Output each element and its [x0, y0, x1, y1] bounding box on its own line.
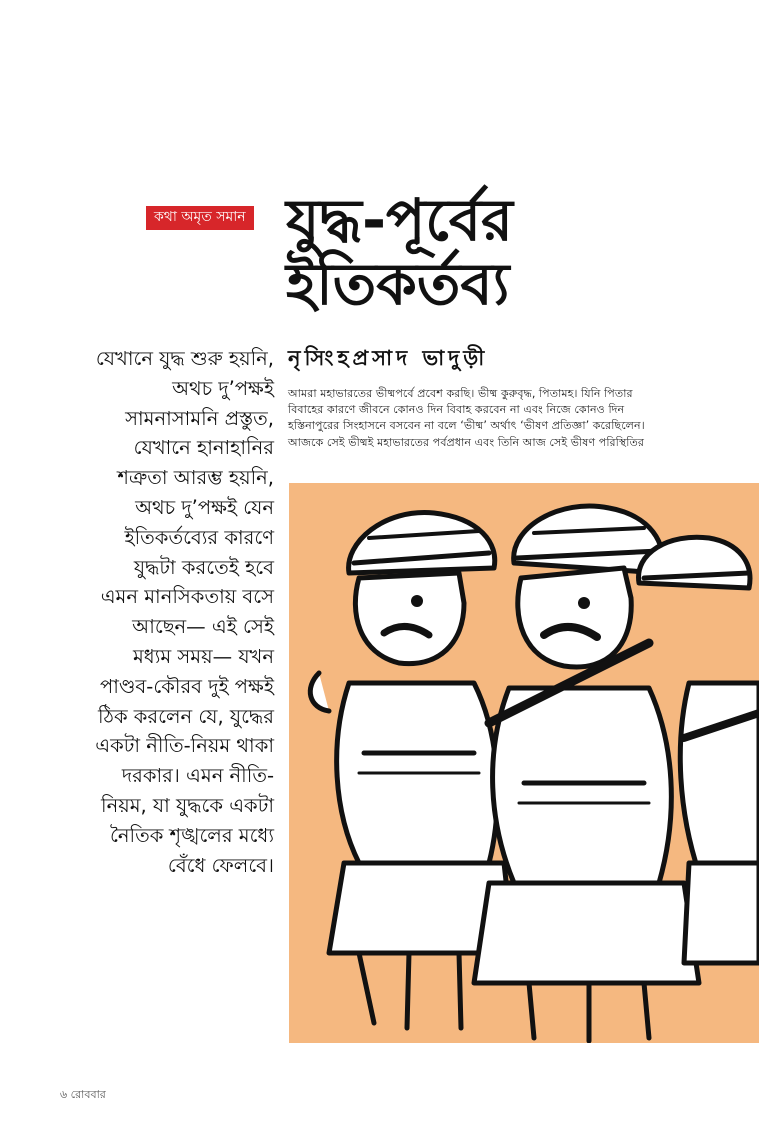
intro-paragraph: [288, 386, 708, 451]
pullquote-line: এমন মানসিকতায় বসে: [100, 585, 274, 609]
section-tag: কথা অমৃত সমান: [146, 206, 254, 230]
article-title: [286, 188, 756, 316]
intro-line: হস্তিনাপুরের সিংহাসনে বসবেন না বলে ‘ভীষ্ম’ অর্থাৎ ‘ভীষণ প্রতিজ্ঞা’ করেছিলেন।: [288, 419, 645, 433]
pullquote-line: মধ্যম সময়— যখন: [132, 644, 274, 668]
pullquote-line: নৈতিক শৃঙ্খলের মধ্যে: [109, 823, 274, 847]
pullquote-line: ইতিকর্তব্যের কারণে: [124, 525, 274, 549]
pullquote-line: নিয়ম, যা যুদ্ধকে একটা: [101, 793, 274, 817]
pull-quote: [60, 344, 274, 880]
author-byline: নৃসিংহপ্রসাদ ভাদুড়ী: [288, 346, 489, 370]
title-line-2: ইতিকর্তব্য: [286, 250, 510, 318]
pullquote-line: একটা নীতি-নিয়ম থাকা: [95, 734, 274, 758]
pullquote-line: অথচ দু’পক্ষই: [172, 376, 274, 400]
pullquote-line: যুদ্ধটা করতেই হবে: [133, 555, 274, 579]
pullquote-line: শত্রুতা আরম্ভ হয়নি,: [117, 466, 274, 490]
pullquote-line: বেঁধে ফেলবে।: [167, 853, 274, 877]
pullquote-line: সামনাসামনি প্রস্তুত,: [125, 406, 274, 430]
warriors-illustration: [289, 483, 759, 1043]
title-line-1: যুদ্ধ-পূর্বের: [286, 186, 513, 254]
pullquote-line: যেখানে যুদ্ধ শুরু হয়নি,: [95, 347, 274, 370]
pullquote-line: অথচ দু’পক্ষই যেন: [135, 495, 274, 519]
intro-line: আজকে সেই ভীষ্মই মহাভারতের পর্বপ্রধান এবং তিনি আজ সেই ভীষণ পরিস্থিতির: [288, 435, 645, 449]
pullquote-line: যেখানে হানাহানির: [133, 436, 274, 460]
pullquote-line: আছেন— এই সেই: [132, 615, 274, 639]
pullquote-line: পাণ্ডব-কৌরব দুই পক্ষই: [100, 674, 274, 698]
intro-line: বিবাহের কারণে জীবনে কোনও দিন বিবাহ করবেন না এবং নিজে কোনও দিন: [288, 403, 625, 417]
pullquote-line: দরকার। এমন নীতি-: [121, 764, 274, 788]
intro-line: আমরা মহাভারতের ভীষ্মপর্বে প্রবেশ করছি। ভীষ্ম কুরুবৃদ্ধ, পিতামহ। যিনি পিতার: [288, 387, 633, 400]
page-folio: ৬ রোববার: [60, 1088, 106, 1101]
pullquote-line: ঠিক করলেন যে, যুদ্ধের: [97, 704, 274, 728]
